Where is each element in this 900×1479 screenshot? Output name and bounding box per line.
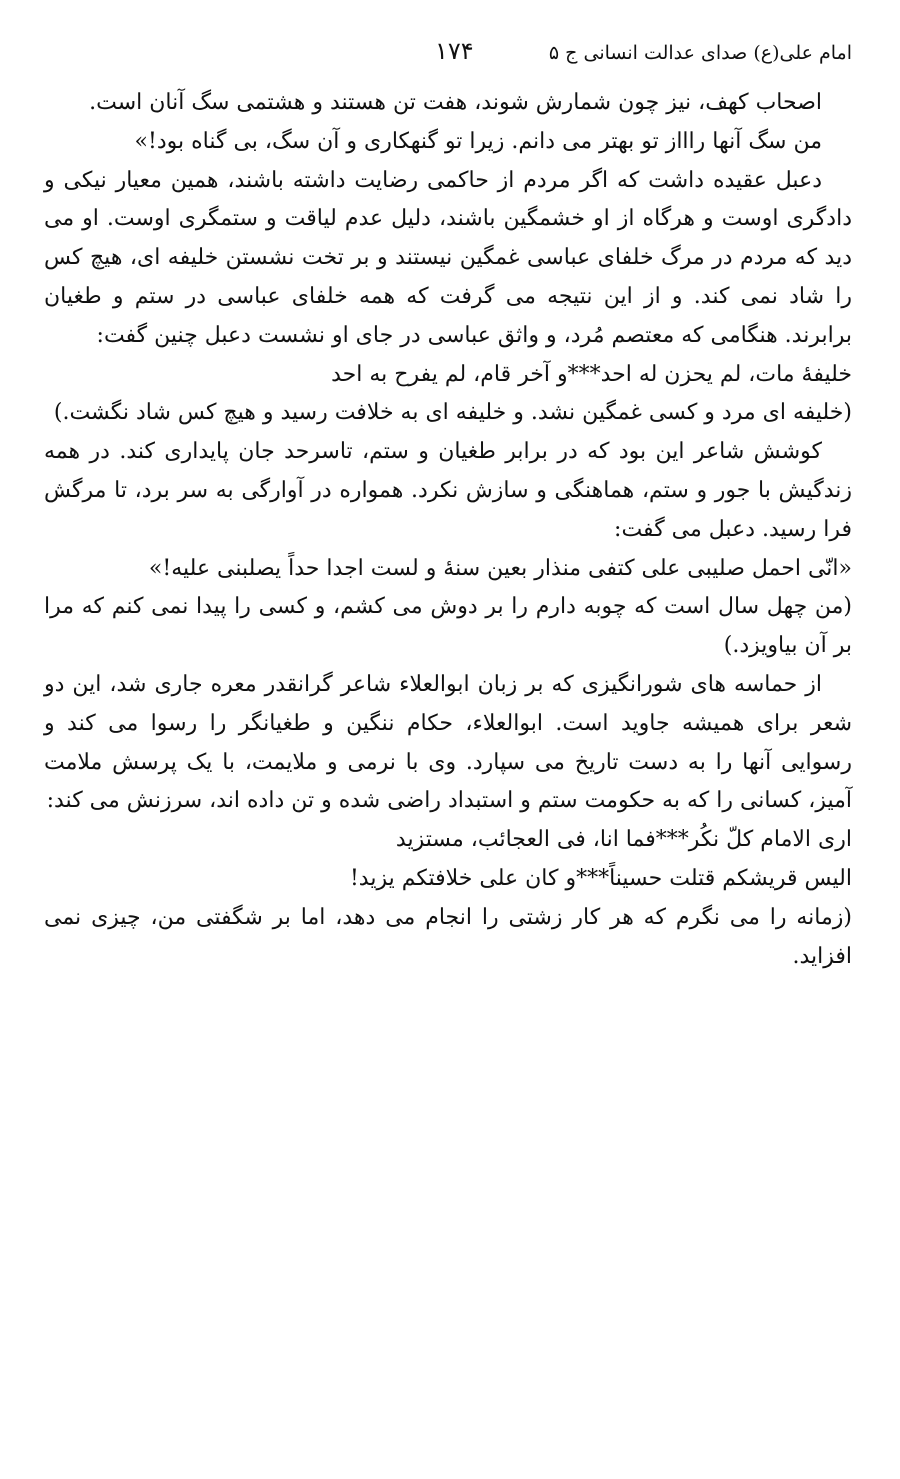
body-text [44,84,852,976]
paragraph: کوشش شاعر این بود که در برابر طغیان و ستم، تاسرحد جان پایداری کند. در همه زندگیش با جور و ستم، هماهنگی و سازش نکرد. همواره در آوارگی به سر برد، تا مرگش فرا رسید. دعبل می گفت: [44,439,852,542]
arabic-quote: «انّی احمل صلیبی علی کتفی منذار بعین سنهٔ و لست اجدا حداً یصلبنی علیه!» [148,555,852,581]
verse-translation: (خلیفه ای مرد و کسی غمگین نشد. و خلیفه ای به خلافت رسید و هیچ کس شاد نگشت.) [53,400,852,426]
verse-translation: (زمانه را می نگرم که هر کار زشتی را انجام می دهد، اما بر شگفتی من، چیزی نمی افزاید. [44,904,852,969]
paragraph: دعبل عقیده داشت که اگر مردم از حاکمی رضایت داشته باشند، همین معیار نیکی و دادگری اوست و هرگاه از او خشمگین باشند، دلیل عدم لیاقت و ستمگری اوست. او می دید که مردم در مرگ خلفای عباسی غمگین نیستند و بر تخت نشستن خلیفه ای، هیچ کس را شاد نمی کند. و از این نتیجه می گرفت که همه خلفای عباسی در ستم و طغیان برابرند. هنگامی که معتصم مُرد، و واثق عباسی در جای او نشست دعبل چنین گفت: [44,167,852,348]
page-header [40,36,852,70]
quote-translation: (من چهل سال است که چوبه دارم را بر دوش می کشم، و کسی را پیدا نمی کنم که مرا بر آن بیاویزد.) [44,594,852,659]
poem-verse: الیس قریشکم قتلت حسیناً***و کان علی خلافتکم یزید! [349,865,852,891]
page-number: ۱۷۴ [435,37,474,65]
poem-verse: خلیفهٔ مات، لم یحزن له احد***و آخر قام، لم یفرح به احد [331,361,852,387]
quote-paragraph: من سگ آنها راااز تو بهتر می دانم. زیرا تو گنهکاری و آن سگ، بی گناه بود!» [134,128,822,154]
paragraph: اصحاب کهف، نیز چون شمارش شوند، هفت تن هستند و هشتمی سگ آنان است. [89,90,822,115]
paragraph: از حماسه های شورانگیزی که بر زبان ابوالعلاء شاعر گرانقدر معره جاری شد، این دو شعر برای همیشه جاوید است. ابوالعلاء، حکام ننگین و طغیانگر را رسوا می کند و رسوایی آنها را به دست تاریخ می سپارد. وی با نرمی و ملایمت، با یک پرسش ملامت آمیز، کسانی را که به حکومت ستم و استبداد راضی شده و تن داده اند، سرزنش می کند: [44,671,852,814]
running-title: امام علی(ع) صدای عدالت انسانی ج ۵ [548,42,852,64]
poem-verse: اری الامام کلّ نکُر***فما انا، فی العجائب، مستزید [395,827,852,853]
